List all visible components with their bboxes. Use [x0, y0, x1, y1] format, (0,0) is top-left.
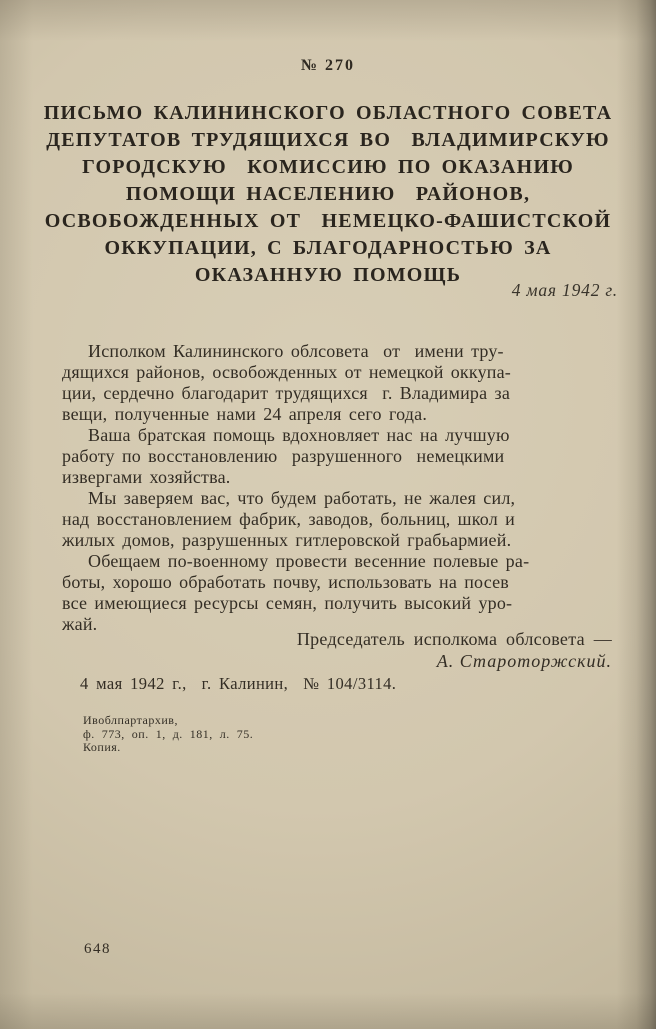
- body-line: боты, хорошо обработать почву, использовать на посев: [62, 572, 509, 592]
- doc-title-line: ГОРОДСКУЮ КОМИССИЮ ПО ОКАЗАНИЮ: [82, 156, 574, 178]
- body-line: жай.: [62, 614, 98, 634]
- body-line: жилых домов, разрушенных гитлеровской грабьармией.: [62, 530, 512, 550]
- doc-title-line: ОККУПАЦИИ, С БЛАГОДАРНОСТЬЮ ЗА: [104, 237, 552, 259]
- paragraph: [62, 341, 616, 425]
- doc-number: № 270: [300, 57, 356, 74]
- body-line: ции, сердечно благодарит трудящихся г. Владимира за: [62, 383, 511, 403]
- doc-date: 4 мая 1942 г.: [511, 280, 618, 300]
- body-line: Мы заверяем вас, что будем работать, не жалея сил,: [88, 488, 516, 508]
- signature-name: А. Староторжский.: [436, 651, 612, 671]
- doc-title-line: ПОМОЩИ НАСЕЛЕНИЮ РАЙОНОВ,: [125, 183, 531, 205]
- archive-citation: [83, 714, 253, 755]
- body-line: все имеющиеся ресурсы семян, получить высокий уро-: [62, 593, 513, 613]
- doc-title-line: ДЕПУТАТОВ ТРУДЯЩИХСЯ ВО ВЛАДИМИРСКУЮ: [46, 129, 610, 151]
- body-line: Ваша братская помощь вдохновляет нас на лучшую: [88, 425, 510, 445]
- body-line: вещи, полученные нами 24 апреля сего года.: [62, 404, 428, 424]
- body-line: извергами хозяйства.: [62, 467, 231, 487]
- doc-title: [24, 100, 632, 289]
- paragraph: [62, 425, 616, 488]
- body-line: работу по восстановлению разрушенного немецкими: [62, 446, 505, 466]
- doc-title-line: ОСВОБОЖДЕННЫХ ОТ НЕМЕЦКО-ФАШИСТСКОЙ: [44, 210, 612, 232]
- page-number: 648: [84, 941, 111, 957]
- doc-title-line: ПИСЬМО КАЛИНИНСКОГО ОБЛАСТНОГО СОВЕТА: [43, 102, 613, 124]
- body-line: дящихся районов, освобожденных от немецкой оккупа-: [62, 362, 511, 382]
- paragraph: [62, 551, 616, 635]
- signature-role: Председатель исполкома облсовета —: [296, 629, 612, 649]
- archive-citation-line: Копия.: [83, 740, 121, 754]
- doc-title-line: ОКАЗАННУЮ ПОМОЩЬ: [194, 264, 462, 286]
- place-date-line: 4 мая 1942 г., г. Калинин, № 104/3114.: [80, 674, 397, 693]
- body-line: над восстановлением фабрик, заводов, больниц, школ и: [62, 509, 515, 529]
- paragraph: [62, 488, 616, 551]
- body-line: Исполком Калининского облсовета от имени тру-: [88, 341, 504, 361]
- doc-body: [62, 341, 616, 635]
- archive-citation-line: ф. 773, оп. 1, д. 181, л. 75.: [83, 726, 254, 741]
- body-line: Обещаем по-военному провести весенние полевые ра-: [88, 551, 530, 571]
- archive-citation-line: Ивоблпартархив,: [83, 713, 178, 727]
